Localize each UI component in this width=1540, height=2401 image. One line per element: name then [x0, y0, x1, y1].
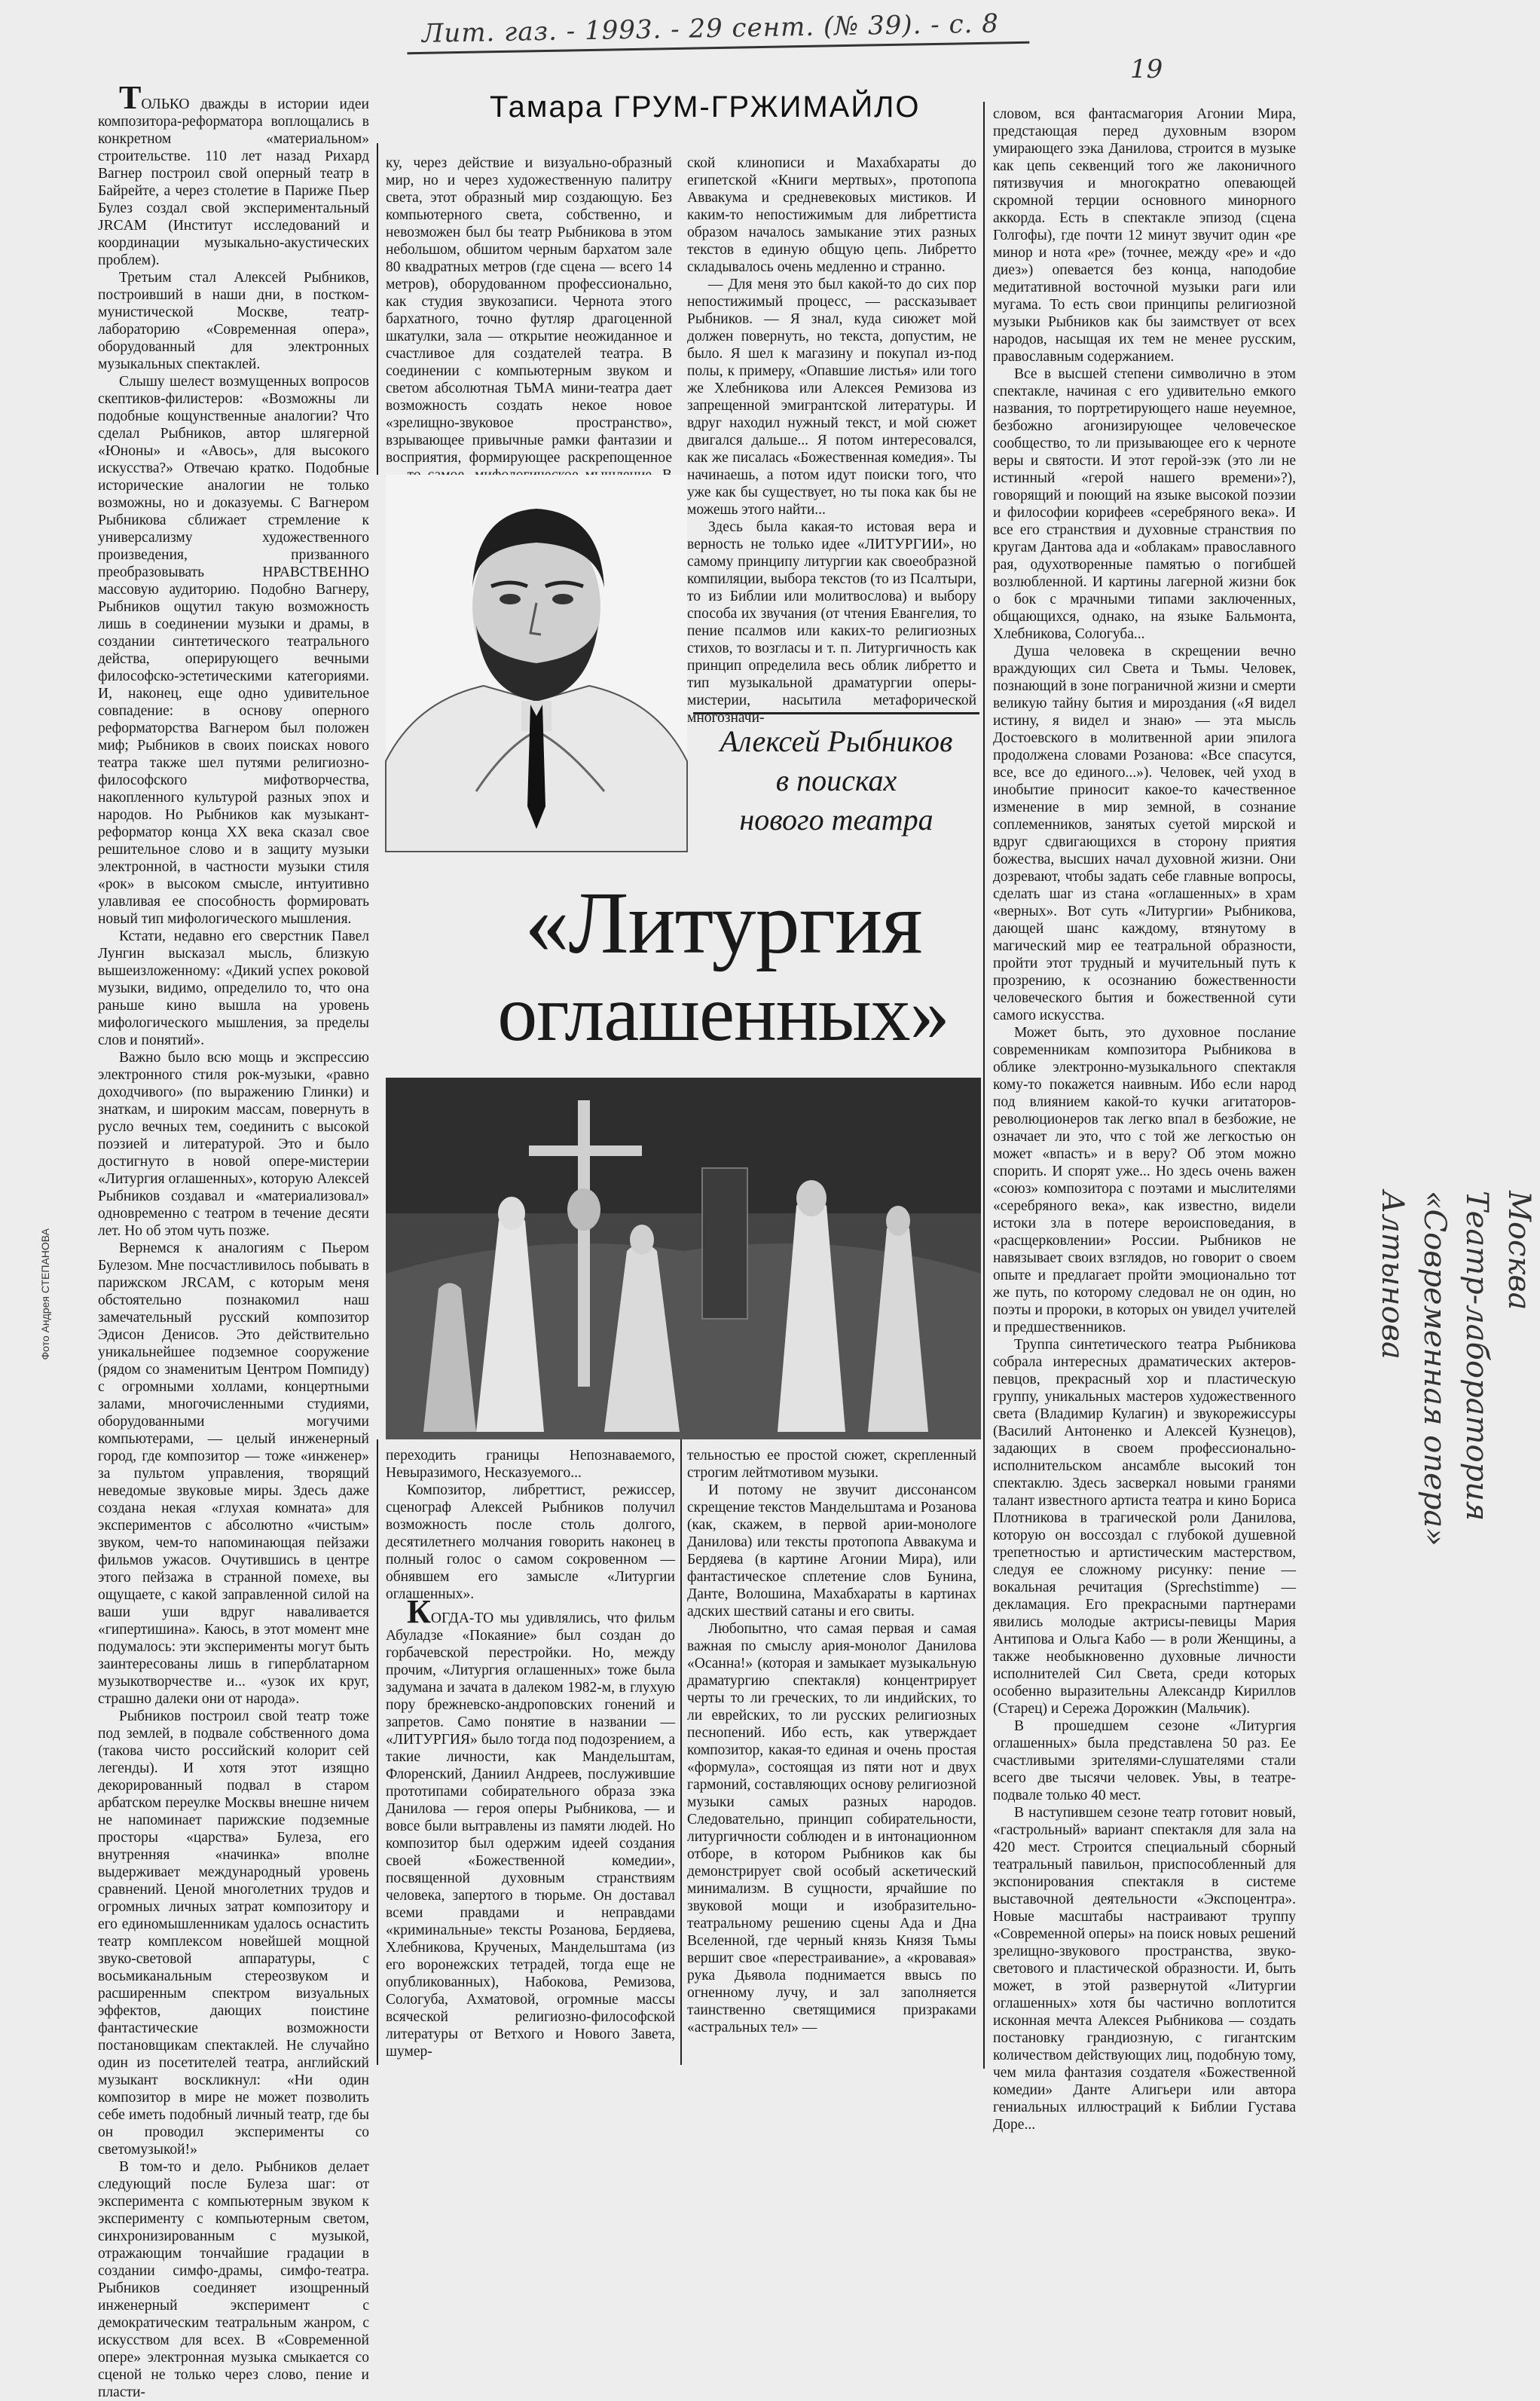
- photo-credit: Фото Андрея СТЕПАНОВА: [39, 1228, 51, 1360]
- headline-line: Алексей Рыбников: [720, 724, 953, 758]
- paragraph: переходить границы Непознаваемого, Невыразимого, Несказуемого...: [386, 1448, 675, 1481]
- column-rule: [983, 102, 985, 2069]
- page-number: 19: [1130, 54, 1163, 84]
- paragraph: Кстати, недавно его сверстник Павел Лунгин высказал мысль, близкую вышеизложенному: «Дикий успех роковой музыки, видимо, определило то, что она раньше кино вышла на уровень мифологического мышления, за пределы слов и понятий».: [98, 928, 369, 1048]
- paragraph: ТОЛЬКО дважды в истории идеи композитора-реформатора воплощались в конкретном «материальном» строительстве. 110 лет назад Рихард Вагнер построил свой оперный театр в Байрейте, а через столетие в Париже Пьер Булез создал свой экспериментальный JRCAM (Институт исследований и координации музыкально-акустических проблем).: [98, 79, 369, 268]
- headline-line: в поисках: [775, 763, 897, 797]
- paragraph: Рыбников построил свой театр тоже под землей, в подвале собственного дома (такова чисто российский колорит сей легенды). И хотя этот изящно декорированный подвал в старом арбатском переулке Москвы внешне ничем не напоминает парижские подземные просторы «царства» Булеза, его внутренняя «начинка» вполне выдерживает международный уровень сравнений. Ценой многолетних трудов и огромных личных затрат композитору и его единомышленникам удалось оснастить театр комплексом новейшей мощной звуко-световой аппаратуры, с восьмиканальным стереозвуком и расширенным спектром визуальных эффектов, дающих поистине фантастические возможности постановщикам спектаклей. Не случайно один из посетителей театра, английский музыкант воскликнул: «Ни один композитор в мире не может позволить себе иметь подобный личный театр, где бы он проводил эксперименты со светомузыкой!»: [98, 1708, 369, 2158]
- handwritten-header: Лит. газ. - 1993. - 29 сент. (№ 39). - с. 8: [407, 8, 1030, 54]
- paragraph: Труппа синтетического театра Рыбникова собрала интересных драматических актеров-певцов, прекрасный хор и пластическую группу, уникальных мастеров художественного света (Владимир Кулагин) и звукорежиссуры (Василий Антоненко и Алексей Кузнецов), задающих в своем профессионально-исполнительском ансамбле высокий тон спектаклю. Здесь засверкал новыми гранями талант известного артиста театра и кино Бориса Плотникова в трагической роли Данилова, которую он воссоздал с глубокой душевной трепетностью и артистическим мастерством, следуя ее сложному рисунку: пение — вокальная речитация (Sprechstimme) — декламация. Его прекрасными партнерами явились молодые актрисы-певицы Мария Антипова и Ольга Кабо — в роли Женщины, а также необыкновенно духовные личности исполнителей Сил Света, среди которых особенно выразительны Александр Кириллов (Старец) и Сережа Дорожкин (Мальчик).: [993, 1337, 1296, 1717]
- composer-portrait-photo: [386, 475, 687, 852]
- handwritten-margin-note: Москва Театр-лаборатория «Современная опера» Алтынова: [1375, 1191, 1536, 1546]
- title-line: «Литургия: [524, 873, 922, 972]
- column-rule: [680, 1439, 682, 2065]
- paragraph: Здесь была какая-то истовая вера и верность не только идее «ЛИТУРГИИ», но самому принципу литургии как своеобразной компиляции, выбора текстов (то из Псалтыри, то из Библии или молитвослова) и выбору способа их звучания (от чтения Евангелия, то пение псалмов или каких-то религиозных стихов, то возгласы и т. п. Литургичность как принцип определила весь облик либретто и тип музыкальной драматургии оперы-мистерии, насытила метафорической многозначи-: [687, 519, 976, 726]
- article-title: [467, 873, 979, 1059]
- paragraph: — Для меня это был какой-то до сих пор непостижимый процесс, — рассказывает Рыбников. — Я знал, куда сиюжет мой должен повернуть, но текста, допустим, не было. Я шел к магазину и покупал из-под полы, к примеру, «Опавшие листья» или того же Хлебникова или Алексея Ремизова из запрещенной эмигрантской литературы. И вдруг находил нужный текст, и мой сюжет двигался дальше... Я потом интересовался, как же писалась «Божественная комедия». Ты начинаешь, а потом идут поиски того, что уже как бы существует, но ты пока как бы не можешь этого найти...: [687, 277, 976, 518]
- article-column-3: [687, 154, 976, 726]
- title-line: оглашенных»: [497, 969, 949, 1057]
- paragraph: ку, через действие и визуально-образный мир, но и через художественную палитру света, этот образный мир создающую. Без компьютерного света, собственно, и невозможен был бы театр Рыбникова в этом небольшом, обшитом черным бархатом зале 80 квадратных метров (где сцена — всего 14 метров), оборудованном профессионально, как студия звукозаписи. Чернота этого бархатного, точно футляр драгоценной шкатулки, зала — открытие неожиданное и счастливое для создателей театра. В соединении с компьютерным звуком и светом абсолютная ТЬМА мини-театра дает возможность создать некое новое «зрелищно-звуковое пространство», взрывающее привычные рамки фантазии и восприятия, формирующее раскрепощенное: [386, 155, 672, 466]
- headline-line: нового театра: [739, 803, 933, 837]
- article-column-1: [98, 79, 369, 2400]
- author-byline: Тамара ГРУМ-ГРЖИМАЙЛО: [490, 90, 921, 124]
- paragraph: Все в высшей степени символично в этом спектакле, начиная с его удивительно емкого названия, то портретирующего наше неуемное, безбожно агонизирующее человеческое сообщество, то ли призывающее его к черноте веры и святости. И этот герой-зэк (это ли не истинный «герой нашего времени»?), говорящий и поющий на языке высокой поэзии и философии корифеев «серебряного века». И все его странствия и духовные странствия по кругам Дантова ада и «облакам» православного рая, одухотворенные памятью о погибшей возлюбленной. И картины лагерной жизни бок о бок с мрачными типами заключенных, общающихся, однако, на языке Бальмонта, Хлебникова, Сологуба...: [993, 366, 1296, 642]
- article-column-4: [993, 106, 1296, 2133]
- stage-scene-illustration-icon: [386, 1078, 981, 1439]
- stage-scene-photo: [386, 1078, 981, 1439]
- paragraph: ской клинописи и Махабхараты до египетской «Книги мертвых», протопопа Аввакума и средневековых мистиков. И каким-то непостижимым для либреттиста образом началось замыкание этих разных текстов в единую общую цепь. Либретто складывалось очень медленно и странно.: [687, 155, 976, 275]
- paragraph: В наступившем сезоне театр готовит новый, «гастрольный» вариант спектакля для зала на 420 мест. Строится специальный сборный театральный павильон, приспособленный для экспонирования спектакля в системе выставочной деятельности «Экспоцентра». Новые масштабы настраивают труппу «Современной оперы» на поиск новых решений зрелищно-звукового пространства, звуко-светового и пластической образности. И, быть может, в этой развернутой «Литургии оглашенных» хотя бы частично воплотится исконная мечта Алексея Рыбникова — создать постановку грандиозную, с гигантским количеством действующих лиц, подобную тому, чем мила фантазия создателя «Божественной комедии» Данте Алигьери или автора гениальных иллюстраций к Библии Густава Доре...: [993, 1805, 1296, 2133]
- column-rule: [377, 143, 378, 475]
- column-rule: [377, 1439, 378, 2065]
- paragraph: тельностью ее простой сюжет, скрепленный строгим лейтмотивом музыки.: [687, 1448, 976, 1481]
- paragraph: Третьим стал Алексей Рыбников, построивший в наши дни, в постком-мунистической Москве, театр-лабораторию «Современная опера», оборудованный для электронных музыкальных спектаклей.: [98, 270, 369, 372]
- paragraph: Может быть, это духовное послание современникам композитора Рыбникова в облике электронно-музыкального спектакля кому-то покажется наивным. Ибо если народ под влиянием какой-то кучки агитаторов-революционеров так легко впал в безбожие, не означает ли это, что с той же легкостью он может «впасть» и в веру? Об этом можно спорить. И спорят уже... Но здесь очень важен «союз» композитора с поэтами и мыслителями «серебряного века», как известно, видели истоки зла в потере вероисповедания, в «расщерковлении» России. Рыбников не навязывает своих взглядов, но говорит о своем опыте и предлагает пройти эмоционально тот же путь, по которому следовал не он один, но поэты и пророки, в которых он увидел учителей и предшественников.: [993, 1025, 1296, 1335]
- paragraph: В том-то и дело. Рыбников делает следующий после Булеза шаг: от эксперимента с компьютерным звуком к эксперименту с компьютерным светом, синхронизированным с музыкой, отражающим тончайшие градации в создании симфо-драмы, симфо-театра. Рыбников соединяет изощренный инженерный эксперимент с демократическим театральным жанром, с искусством для всех. В «Современной опере» электронная музыка смыкается со сценой не только через слово, пение и пласти-: [98, 2159, 369, 2400]
- article-column-2: [386, 154, 672, 471]
- paragraph: В прошедшем сезоне «Литургия оглашенных» была представлена 50 раз. Ее счастливыми зрителями-слушателями стали всего две тысячи человек. Увы, в театре-подвале только 40 мест.: [993, 1718, 1296, 1803]
- paragraph: Важно было всю мощь и экспрессию электронного стиля рок-музыки, «равно доходчивого» (по выражению Глинки) и знаткам, и широким массам, повернуть в русло вечных тем, соединить с высокой поэзией и литературой. Это и было достигнуто в новой опере-мистерии «Литургия оглашенных», которую Алексей Рыбников создавал и «материализовал» одновременно с театром в течение десяти лет. Но об этом чуть позже.: [98, 1050, 369, 1239]
- paragraph: Душа человека в скрещении вечно враждующих сил Света и Тьмы. Человек, познающий в зоне пограничной жизни и смерти великую тайну бытия и мироздания («Я видел истину, я видел и знаю» — эта мысль Достоевского в молитвенной арии эпилога продолжена словами Розанова: «Все спасутся, все, все до единого...»). Человек, чей уход в инобытие приносит какое-то качественное изменение в мир земной, в сознание соплеменников, занятых суетой мирской и вдруг сдвигающихся в сторону приятия божества, высших начал духовной жизни. Они дозревают, чтобы задать себе главные вопросы, сделать шаг из стана «оглашенных» в храм «верных». Вот суть «Литургии» Рыбникова, дающей шанс каждому, втянутому в магический мир ее театральной образности, пройти этот трудный и мучительный путь к прозрению, к осознанию божественности человеческого бытия и божественной сути самого искусства.: [993, 644, 1296, 1023]
- paragraph: словом, вся фантасмагория Агонии Мира, предстающая перед духовным взором умирающего зэка Данилова, строится в музыке как цепь секвенций того же лаконичного пятизвучия и многократно опевающей скромной терции основного минорного аккорда. Есть в спектакле эпизод (сцена Голгофы), где почти 12 минут звучит один «ре минор и нота «ре» (точнее, между «ре» и «до диез») опевается без конца, наподобие медитативной восточной музыки раги или мугама. То есть свои принципы религиозной музыки Рыбников как бы заимствует от всех народов, насыщая их тем не менее русским, православным содержанием.: [993, 106, 1296, 365]
- article-column-5: [386, 1447, 675, 2065]
- paragraph: КОГДА-ТО мы удивлялись, что фильм Абуладзе «Покаяние» был создан до горбачевской перестройки. Но, между прочим, «Литургия оглашенных» тоже была задумана и зачата в далеком 1982-м, в глухую пору брежневско-андроповских гонений и запретов. Само понятие в названии — «ЛИТУРГИЯ» было тогда под подозрением, а такие личности, как Мандельштам, Флоренский, Даниил Андреев, послужившие прототипами собирательного образа зэка Данилова — героя оперы Рыбникова, — и вовсе были вытравлены из памяти людей. Но композитор был одержим идеей создания своей «Божественной комедии», посвященной духовным странствиям человека, запертого в тюрьме. Он доставал всеми правдами и неправдами «криминальные» тексты Розанова, Бердяева, Хлебникова, Крученых, Мандельштама (из его воронежских тетрадей, тогда еще не опубликованных), Набокова, Ремизова, Сологуба, Ахматовой, огромные массы всяческой религиозно-философской литературы от Ветхого и Нового Завета, шумер-: [386, 1593, 675, 2060]
- paragraph: И потому не звучит диссонансом скрещение текстов Мандельштама и Розанова (как, скажем, в первой арии-монологе Данилова) или тексты протопопа Аввакума и Бердяева (в картине Агонии Мира), или фантастическое сплетение слов Бунина, Данте, Волошина, Махабхараты в картинах адских шествий сатаны и его свиты.: [687, 1482, 976, 1620]
- portrait-illustration-icon: [386, 475, 687, 852]
- paragraph: Любопытно, что самая первая и самая важная по смыслу ария-монолог Данилова «Осанна!» (которая и замыкает музыкальную драматургию спектакля) концентрирует черты то ли греческих, то ли индийских, то ли еврейских, то ли русских религиозных песнопений. Ибо есть, как утверждает композитор, какая-то единая и очень простая «формула», состоящая из пяти нот и двух гармоний, составляющих основу религиозной музыки самых разных народов. Следовательно, принцип собирательности, литургичности соблюден и в интонационном отборе, в котором Рыбников как бы демонстрирует свой особый аскетический минимализм. В сущности, ярчайшие по звуковой мощи и изобразительно-театральному решению сцены Ада и Дна Вселенной, где черный князь Князя Тьмы вершит свое «перестраивание», а «кровавая» рука Дьявола поднимается ввысь по огненному лучу, и зал заполняется таинственно светящимися призраками «астральных тел» —: [687, 1621, 976, 2035]
- paragraph: Вернемся к аналогиям с Пьером Булезом. Мне посчастливилось побывать в парижском JRCAM, с которым меня обстоятельно познакомил наш замечательный русский композитор Эдисон Денисов. Это действительно уникальнейшее подземное сооружение (рядом со знаменитым Центром Помпиду) с огромными холлами, концертными залами, многочисленными студиями, оборудованными могучими компьютерами, — целый инженерный город, где композитор — тоже «инженер» за пультом управления, творящий неведомые звуковые миры. Здесь даже создана некая «глухая комната» для экспериментов с абсолютно «чистым» звуком, чем-то напоминающая пейзажи фильмов ужасов. Очутившись в центре этого пейзажа в странной помехе, вы ощущаете, с какой заправленной силой на ваши уши вдруг наваливается «гипертишина». Каюсь, в этот момент мне подумалось: эти эксперименты могут быть заинтересованы лишь в гиперблатарном музыкотворчестве и... «узок их круг, страшно далеки они от народа».: [98, 1240, 369, 1707]
- paragraph: Слышу шелест возмущенных вопросов скептиков-филистеров: «Возможны ли подобные кощунственные аналогии? Что сделал Рыбников, автор шлягерной «Юноны» и «Авось», для высокого искусства?» Отвечаю кратко. Подобные исторические аналогии не только возможны, но и доказуемы. С Вагнером Рыбникова сближает стремление к универсализму художественного произведения, призванного преобразовывать НРАВСТВЕННО массовую аудиторию. Подобно Вагнеру, Рыбников ощутил такую возможность лишь в соединении музыки и драмы, в создании синтетического театрального действа, оперирующего вечными философско-эстетическими категориями. И, наконец, еще одно удивительное совпадение: в основу оперного реформаторства Вагнером был положен миф; Рыбников в своих поисках нового театра также шел путями религиозно-философского мифотворчества, накопленного культурой разных эпох и народов. Но Рыбников как музыкант-реформатор конца XX века сказал свое решительное слово и в защиту музыки электронной, в частности музыки стиля «рок» в высоком смысле, интуитивно улавливая ее способность формировать новый тип мифологического мышления.: [98, 374, 369, 927]
- article-column-6: [687, 1447, 976, 2065]
- article-headline: [693, 712, 979, 865]
- paragraph: Композитор, либреттист, режиссер, сценограф Алексей Рыбников получил возможность после столь долгого, десятилетнего молчания говорить наконец в полный голос о самом сокровенном — обнявшем его замысле «Литургии оглашенных».: [386, 1482, 675, 1602]
